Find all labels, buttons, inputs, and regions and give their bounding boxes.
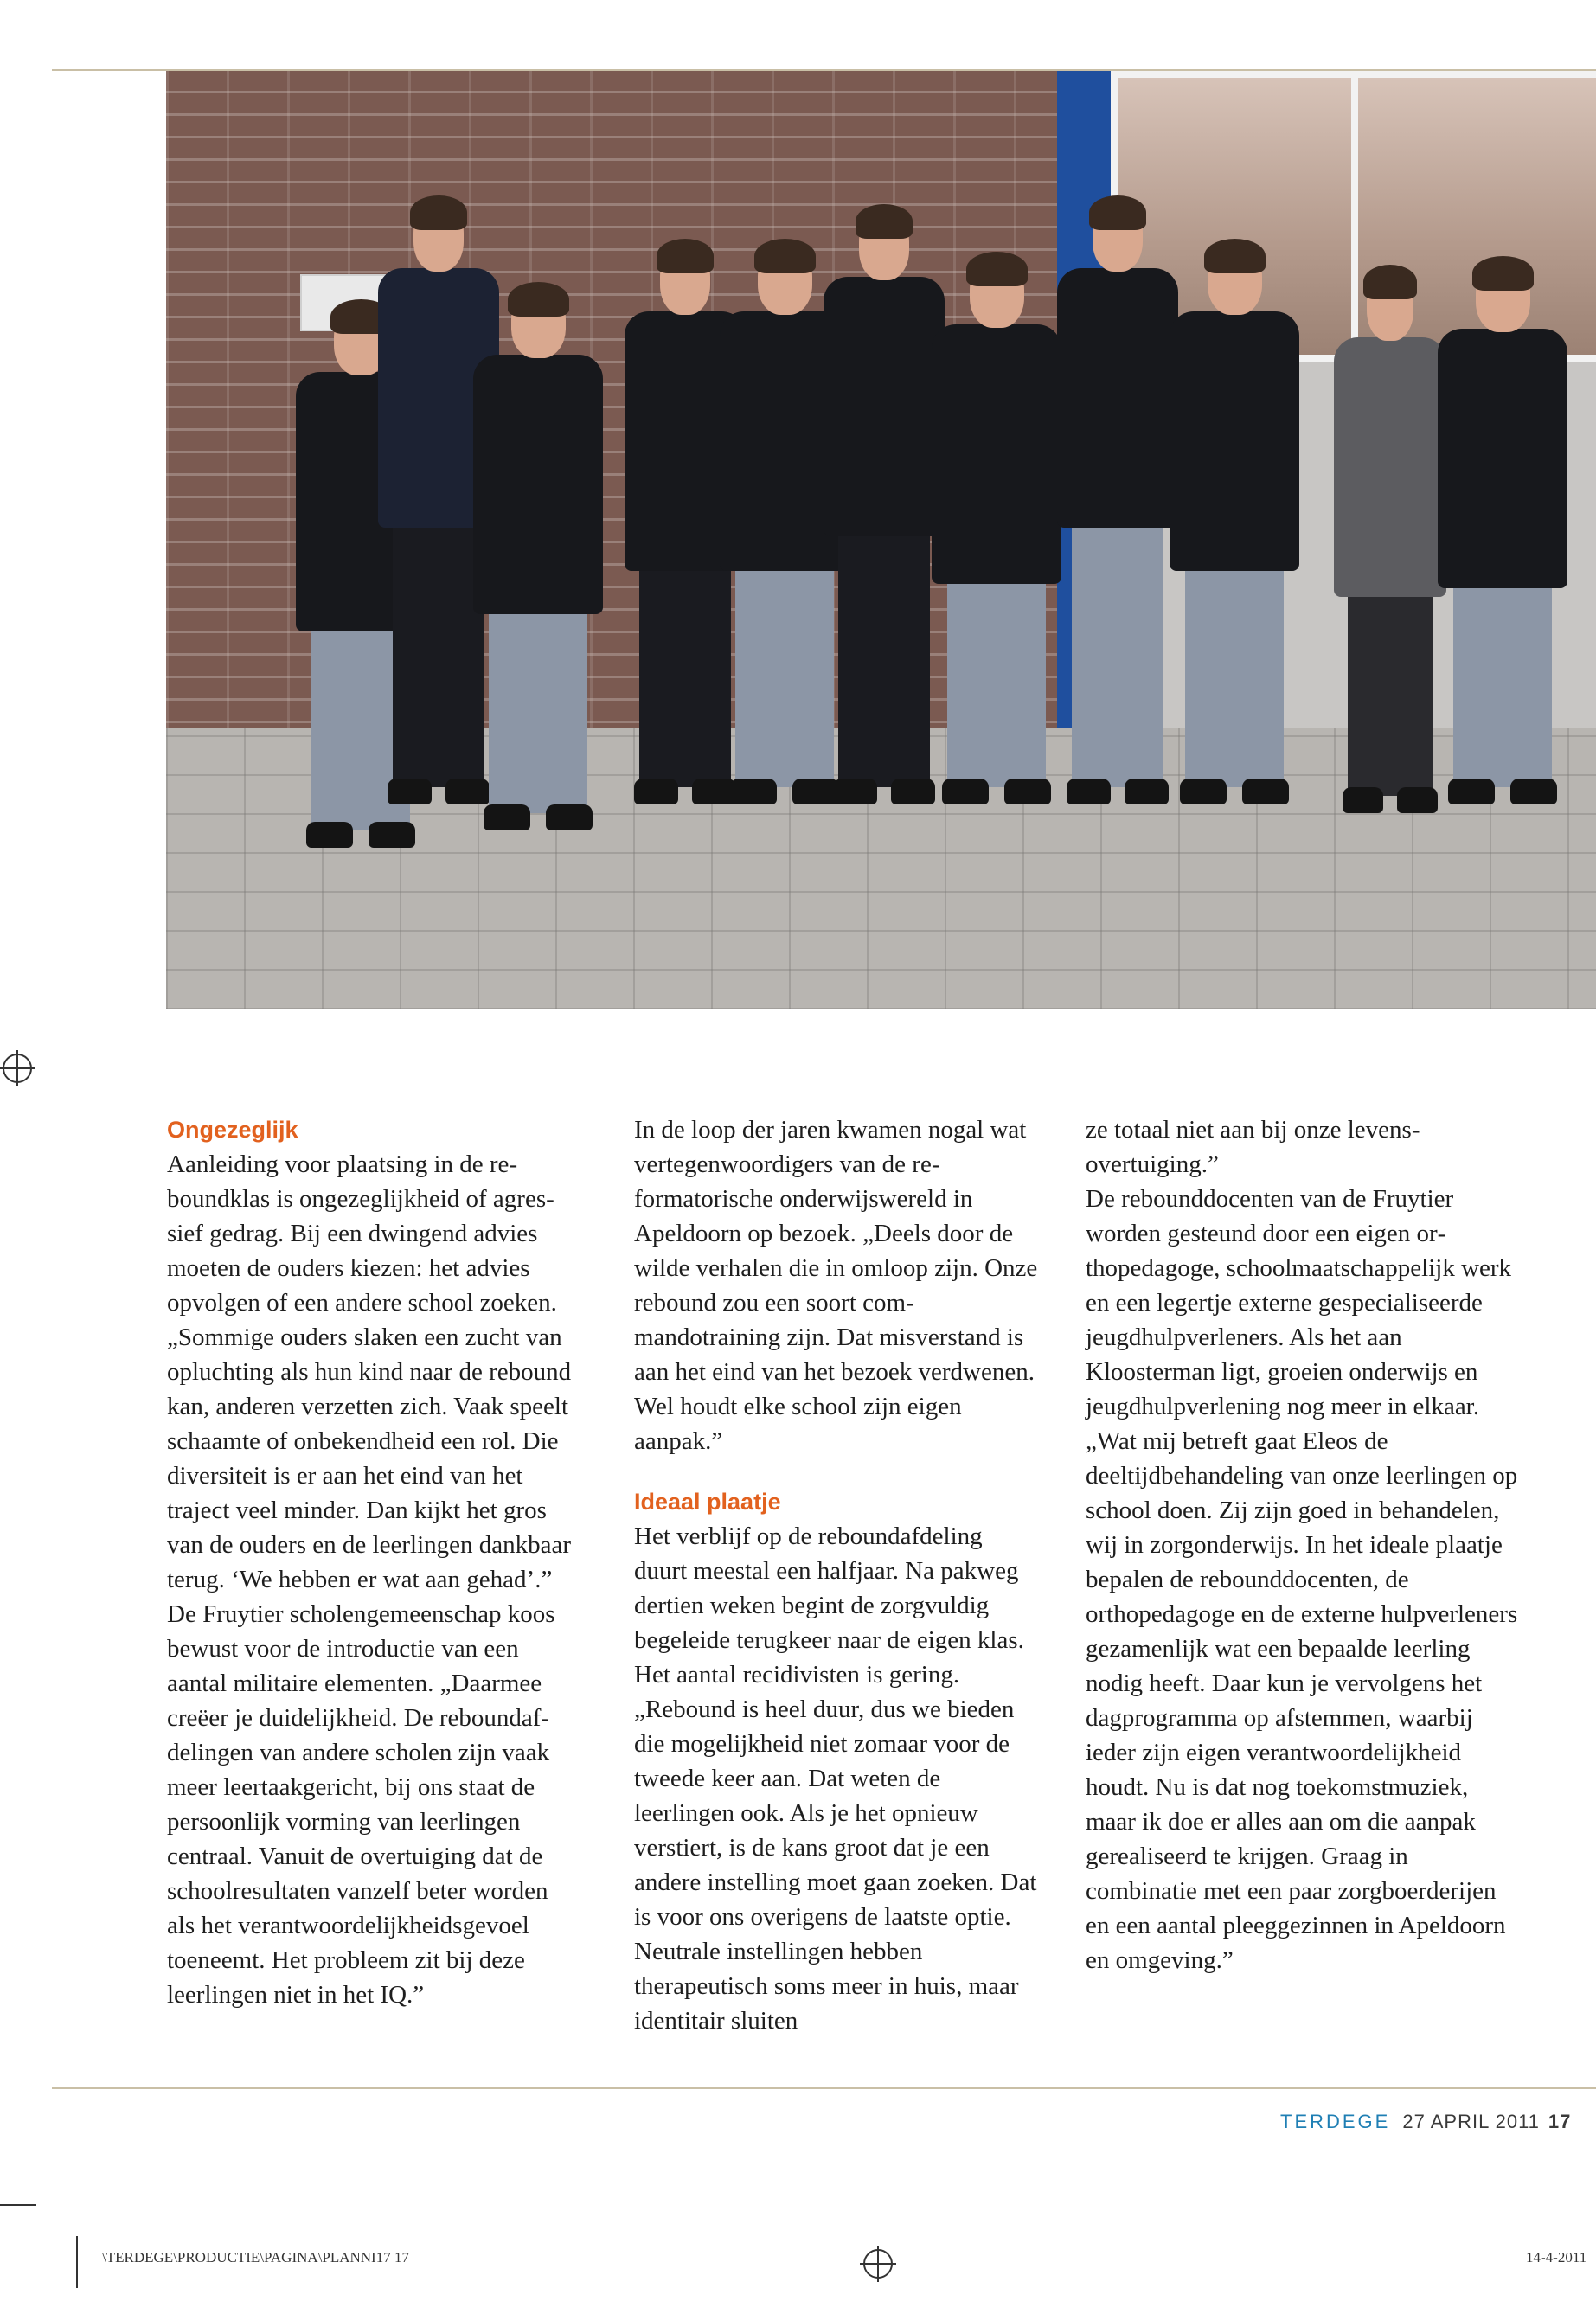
paragraph: De Fruytier scholengemeenschap koos bewust voor de introductie van een aantal militaire elementen. „Daarmee creëer je duidelijkheid. De reboundafdelingen van andere scholen zijn vaak meer leertaakgericht, bij ons staat de persoonlijk vorming van leerlingen centraal. Vanuit de overtuiging dat de schoolresultaten vanzelf beter worden als het verantwoordelijkheidsgevoel toeneemt. Het probleem zit bij deze leerlingen niet in het IQ.” bbox=[167, 1600, 555, 2009]
article-column-3 bbox=[1086, 1112, 1518, 1977]
bottom-rule bbox=[52, 2087, 1596, 2089]
paragraph: Het verblijf op de reboundafdeling duurt meestal een halfjaar. Na pakweg dertien weken begint de zorgvuldig begeleide terugkeer naar de eigen klas. Het aantal recidivisten is gering. „Rebound is heel duur, dus we bieden die mogelijkheid niet zomaar voor de tweede keer aan. Dat weten de leerlingen ook. Als je het opnieuw verstiert, is de kans groot dat je een andere instelling moet gaan zoeken. Dat is voor ons overigens de laatste optie. Neutrale instellingen hebben therapeutisch soms meer in huis, maar identitair sluiten bbox=[634, 1522, 1037, 2035]
crop-mark bbox=[76, 2236, 78, 2288]
article-column-1 bbox=[167, 1112, 574, 2012]
registration-mark-icon bbox=[863, 2249, 893, 2279]
registration-mark-icon bbox=[3, 1054, 32, 1083]
section-heading: Ideaal plaatje bbox=[634, 1489, 781, 1515]
paragraph: In de loop der jaren kwamen nogal wat vertegenwoordigers van de reformatorische onderwijswereld in Apeldoorn op bezoek. „Deels door de wilde verhalen die in omloop zijn. Onze rebound zou een soort commandotraining zijn. Dat misverstand is aan het eind van het bezoek verdwenen. Wel houdt elke school zijn eigen aanpak.” bbox=[634, 1116, 1038, 1455]
paragraph: Aanleiding voor plaatsing in de reboundklas is ongezeglijkheid of agressief gedrag. Bij een dwingend advies moeten de ouders kiezen: het advies opvolgen of een andere school zoeken. „Sommige ouders slaken een zucht van opluchting als hun kind naar de rebound kan, anderen verzetten zich. Vaak speelt schaamte of onbekendheid een rol. Die diversiteit is er aan het eind van het traject veel minder. Dan kijkt het gros van de ouders en de leerlingen dankbaar terug. ‘We hebben er wat aan gehad’.” bbox=[167, 1150, 572, 1593]
slug-date: 14-4-2011 bbox=[1526, 2249, 1587, 2266]
section-heading: Ongezeglijk bbox=[167, 1117, 298, 1143]
page-number: 17 bbox=[1548, 2111, 1572, 2132]
group-photo bbox=[166, 71, 1596, 1009]
page-footer bbox=[1280, 2111, 1596, 2133]
issue-date: 27 APRIL 2011 bbox=[1402, 2111, 1540, 2132]
paragraph: De rebounddocenten van de Fruytier worden gesteund door een eigen orthopedagoge, schoolmaatschappelijk werk en een legertje externe gespecialiseerde jeugdhulpverleners. Als het aan Kloosterman ligt, groeien onderwijs en jeugdhulpverlening nog meer in elkaar. „Wat mij betreft gaat Eleos de deeltijdbehandeling van onze leerlingen op school doen. Zij zijn goed in behandelen, wij in zorgonderwijs. In het ideale plaatje bepalen de rebounddocenten, de orthopedagoge en de externe hulpverleners gezamenlijk wat een bepaalde leerling nodig heeft. Daar kun je vervolgens het dagprogramma op afstemmen, waarbij ieder zijn eigen verantwoordelijkheid houdt. Nu is dat nog toekomstmuziek, maar ik doe er alles aan om die aanpak gerealiseerd te krijgen. Graag in combinatie met een paar zorgboerderijen en een aantal pleeggezinnen in Apeldoorn en omgeving.” bbox=[1086, 1185, 1518, 1974]
article-column-2 bbox=[634, 1112, 1041, 2038]
slug-path: \TERDEGE\PRODUCTIE\PAGINA\PLANNI17 17 bbox=[102, 2249, 409, 2266]
magazine-brand: TERDEGE bbox=[1280, 2111, 1391, 2132]
crop-mark bbox=[0, 2204, 36, 2206]
paragraph: ze totaal niet aan bij onze levensovertuiging.” bbox=[1086, 1116, 1420, 1178]
